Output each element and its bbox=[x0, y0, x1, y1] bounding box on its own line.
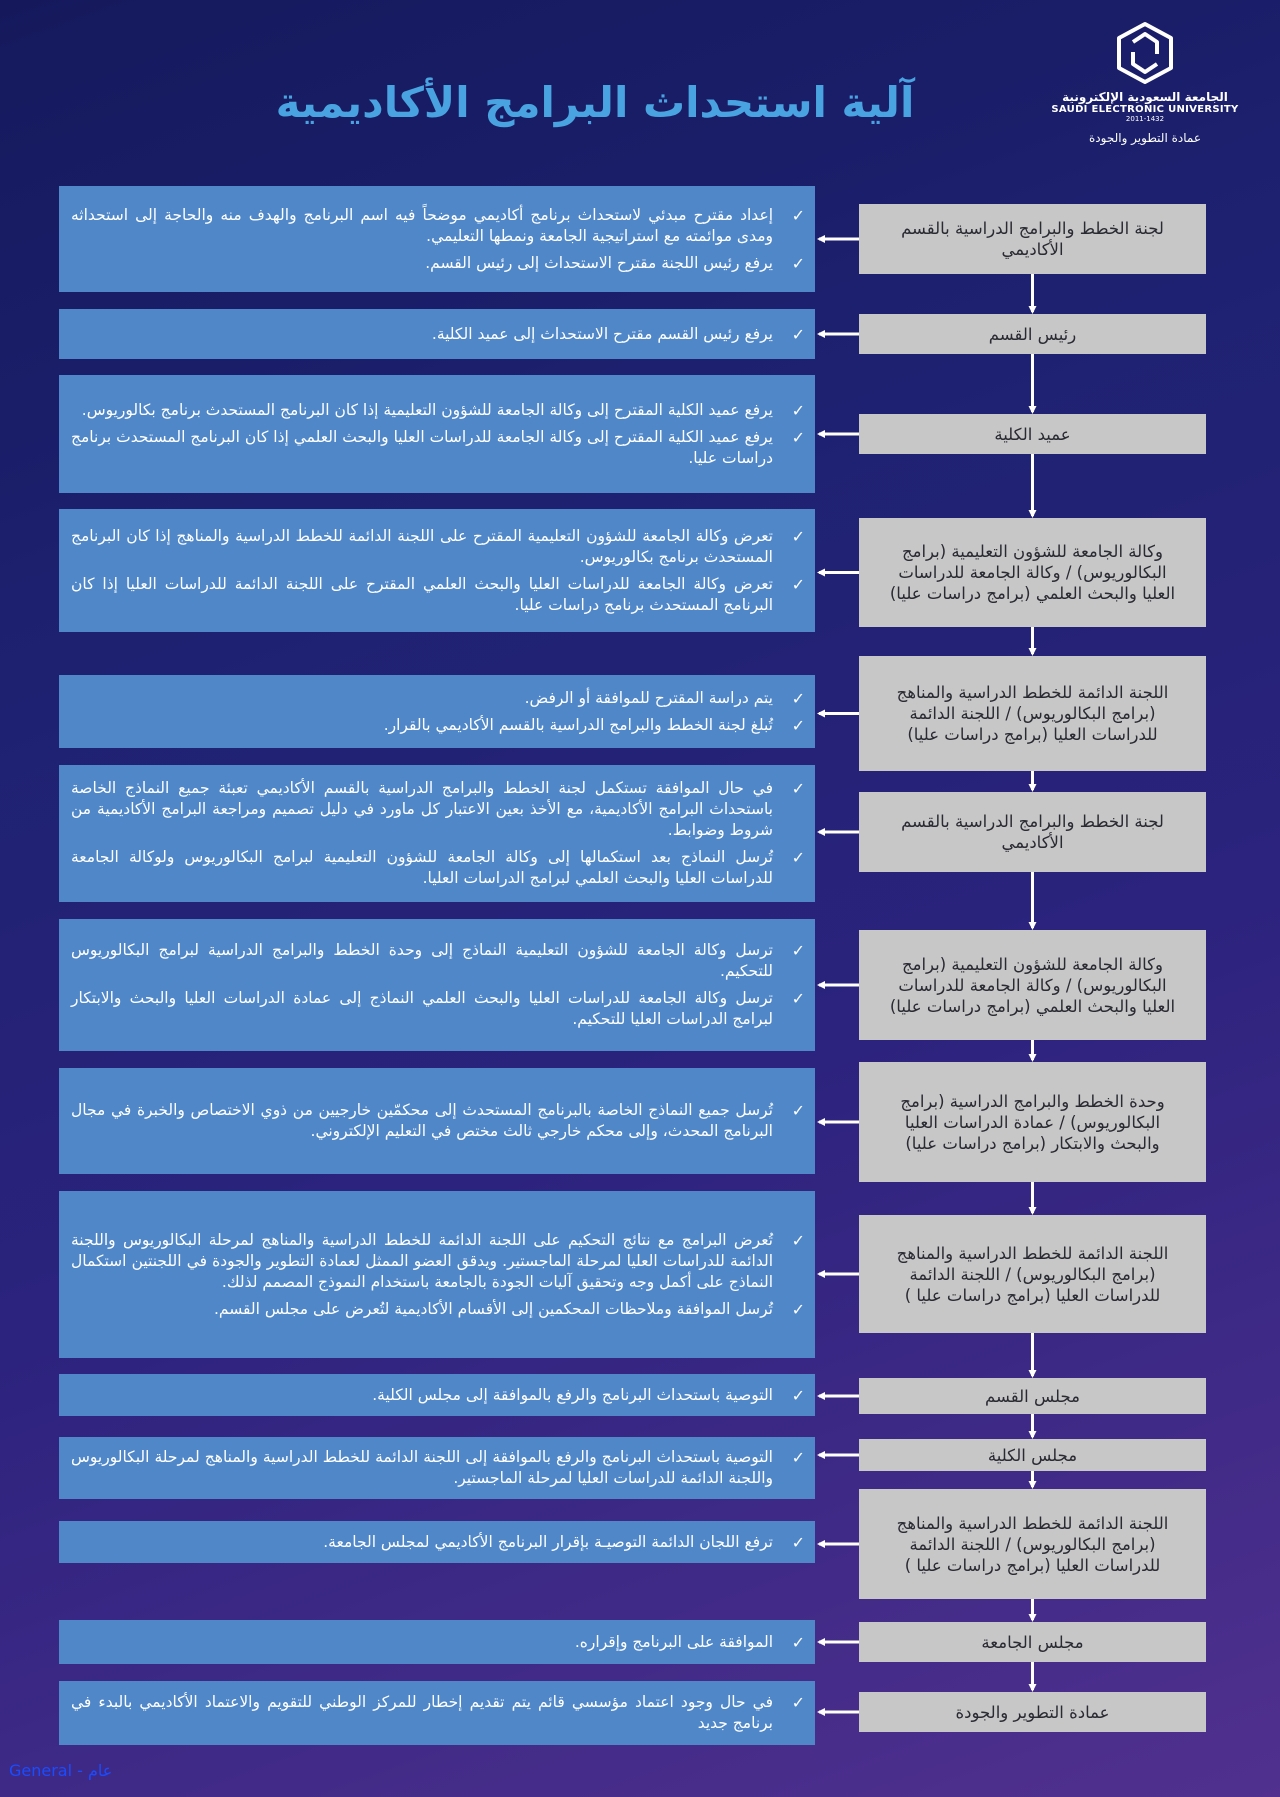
step-6-entity: لجنة الخطط والبرامج الدراسية بالقسم الأكاديمي bbox=[859, 792, 1206, 872]
check-icon: ✓ bbox=[791, 1448, 805, 1467]
step-3-actions bbox=[59, 375, 815, 493]
step-1-action-2: ✓ يرفع رئيس اللجنة مقترح الاستحداث إلى رئيس القسم. bbox=[425, 253, 805, 273]
step-5-entity: اللجنة الدائمة للخطط الدراسية والمناهج (برامج البكالوريوس) / اللجنة الدائمة للدراسات العليا (برامج دراسات عليا) bbox=[859, 656, 1206, 771]
step-5-action-1: ✓ يتم دراسة المقترح للموافقة أو الرفض. bbox=[524, 688, 805, 708]
check-icon: ✓ bbox=[791, 427, 805, 447]
check-icon: ✓ bbox=[791, 989, 805, 1008]
step-14-entity: عمادة التطوير والجودة bbox=[859, 1692, 1206, 1732]
step-9-action-2: ✓ تُرسل الموافقة وملاحظات المحكمين إلى الأقسام الأكاديمية لتُعرض على مجلس القسم. bbox=[213, 1299, 805, 1319]
step-2-entity: رئيس القسم bbox=[859, 314, 1206, 354]
step-7-entity: وكالة الجامعة للشؤون التعليمية (برامج البكالوريوس) / وكالة الجامعة للدراسات العليا والبحث العلمي (برامج دراسات عليا) bbox=[859, 930, 1206, 1040]
step-12-actions bbox=[59, 1521, 815, 1563]
check-icon: ✓ bbox=[791, 715, 805, 735]
step-2-actions bbox=[59, 309, 815, 359]
step-7-action-1: ✓ ترسل وكالة الجامعة للشؤون التعليمية النماذج إلى وحدة الخطط والبرامج الدراسية لبرامج البكالوريوس للتحكيم. bbox=[71, 941, 805, 980]
step-11-actions bbox=[59, 1437, 815, 1499]
step-13-action-1: ✓ الموافقة على البرنامج وإقراره. bbox=[574, 1632, 805, 1652]
check-icon: ✓ bbox=[791, 1532, 805, 1552]
check-icon: ✓ bbox=[791, 1693, 805, 1712]
step-10-action-1: ✓ التوصية باستحداث البرنامج والرفع بالموافقة إلى مجلس الكلية. bbox=[372, 1385, 805, 1405]
check-icon: ✓ bbox=[791, 779, 805, 798]
step-2-action-1: ✓ يرفع رئيس القسم مقترح الاستحداث إلى عميد الكلية. bbox=[431, 324, 805, 344]
step-8-action-1: ✓ تُرسل جميع النماذج الخاصة بالبرنامج المستحدث إلى محكمّين خارجيين من ذوي الاختصاص والخبرة في مجال البرنامج المحدث، وإلى محكم خارجي ثالث مختص في التعليم الإلكتروني. bbox=[71, 1101, 805, 1140]
step-5-actions bbox=[59, 675, 815, 748]
step-3-action-1: ✓ يرفع عميد الكلية المقترح إلى وكالة الجامعة للشؤون التعليمية إذا كان البرنامج المستحدث برنامج بكالوريوس. bbox=[81, 400, 805, 420]
step-1-action-1: ✓ إعداد مقترح مبدئي لاستحداث برنامج أكاديمي موضحاً فيه اسم البرنامج والهدف منه والحاجة إلى استحداثه ومدى موائمته مع استراتيجية الجامعة ونمطها التعليمي. bbox=[71, 205, 805, 245]
step-11-entity: مجلس الكلية bbox=[859, 1439, 1206, 1471]
step-4-action-1: ✓ تعرض وكالة الجامعة للشؤون التعليمية المقترح على اللجنة الدائمة للخطط الدراسية والمناهج إذا كان البرنامج المستحدث برنامج بكالوريوس. bbox=[71, 526, 805, 566]
check-icon: ✓ bbox=[791, 1230, 805, 1250]
step-12-entity: اللجنة الدائمة للخطط الدراسية والمناهج (برامج البكالوريوس) / اللجنة الدائمة للدراسات العليا (برامج دراسات عليا ) bbox=[859, 1489, 1206, 1599]
department-name: عمادة التطوير والجودة bbox=[1089, 131, 1201, 145]
step-13-entity: مجلس الجامعة bbox=[859, 1622, 1206, 1662]
check-icon: ✓ bbox=[791, 941, 805, 960]
step-5-action-2: ✓ تُبلغ لجنة الخطط والبرامج الدراسية بالقسم الأكاديمي بالقرار. bbox=[383, 715, 805, 735]
step-14-action-1: ✓ في حال وجود اعتماد مؤسسي قائم يتم تقديم إخطار للمركز الوطني للتقويم والاعتماد الأكاديمي بالبدء في برنامج جديد bbox=[71, 1693, 805, 1732]
step-3-entity: عميد الكلية bbox=[859, 414, 1206, 454]
step-12-action-1: ✓ ترفع اللجان الدائمة التوصيـة بإقرار البرنامج الأكاديمي لمجلس الجامعة. bbox=[323, 1532, 805, 1552]
step-4-action-2: ✓ تعرض وكالة الجامعة للدراسات العليا والبحث العلمي المقترح على اللجنة الدائمة للدراسات العليا إذا كان البرنامج المستحدث برنامج دراسات عليا. bbox=[71, 574, 805, 614]
step-4-entity: وكالة الجامعة للشؤون التعليمية (برامج البكالوريوس) / وكالة الجامعة للدراسات العليا والبحث العلمي (برامج دراسات عليا) bbox=[859, 518, 1206, 627]
check-icon: ✓ bbox=[791, 848, 805, 867]
step-11-action-1: ✓ التوصية باستحداث البرنامج والرفع بالموافقة إلى اللجنة الدائمة للخطط الدراسية والمناهج لمرحلة البكالوريوس واللجنة الدائمة للدراسات العليا لمرحلة الماجستير. bbox=[71, 1448, 805, 1487]
step-1-entity: لجنة الخطط والبرامج الدراسية بالقسم الأكاديمي bbox=[859, 204, 1206, 274]
step-3-action-2: ✓ يرفع عميد الكلية المقترح إلى وكالة الجامعة للدراسات العليا والبحث العلمي إذا كان البرنامج المستحدث برنامج دراسات عليا. bbox=[71, 427, 805, 467]
step-6-action-1: ✓ في حال الموافقة تستكمل لجنة الخطط والبرامج الدراسية بالقسم الأكاديمي تعبئة جميع النماذج الخاصة باستحداث البرامج الأكاديمية، مع الأخذ بعين الاعتبار كل ماورد في دليل تصميم ومراجعة البرامج الأكاديمية من شروط وضوابط. bbox=[71, 779, 805, 839]
check-icon: ✓ bbox=[791, 1632, 805, 1652]
check-icon: ✓ bbox=[791, 1385, 805, 1405]
step-9-actions bbox=[59, 1191, 815, 1358]
logo-arabic-name: الجامعة السعودية الإلكترونية bbox=[1062, 90, 1228, 104]
step-8-entity: وحدة الخطط والبرامج الدراسية (برامج البكالوريوس) / عمادة الدراسات العليا والبحث والابتكار (برامج دراسات عليا) bbox=[859, 1062, 1206, 1182]
step-10-entity: مجلس القسم bbox=[859, 1378, 1206, 1414]
university-logo bbox=[1050, 20, 1240, 145]
step-9-entity: اللجنة الدائمة للخطط الدراسية والمناهج (برامج البكالوريوس) / اللجنة الدائمة للدراسات العليا (برامج دراسات عليا ) bbox=[859, 1215, 1206, 1333]
check-icon: ✓ bbox=[791, 574, 805, 594]
step-13-actions bbox=[59, 1620, 815, 1664]
step-6-actions bbox=[59, 765, 815, 902]
check-icon: ✓ bbox=[791, 1101, 805, 1120]
check-icon: ✓ bbox=[791, 205, 805, 225]
step-10-actions bbox=[59, 1374, 815, 1416]
step-9-action-1: ✓ تُعرض البرامج مع نتائج التحكيم على اللجنة الدائمة للخطط الدراسية والمناهج لمرحلة البكالوريوس واللجنة الدائمة للدراسات العليا لمرحلة الماجستير. ويدقق العضو الممثل لعمادة التطوير والجودة في اللجنتين استكمال النماذج على أكمل وجه وتحقيق آليات الجودة بالجامعة باستخدام النموذج المصمم لذلك. bbox=[71, 1230, 805, 1291]
check-icon: ✓ bbox=[791, 688, 805, 708]
check-icon: ✓ bbox=[791, 253, 805, 273]
step-1-actions bbox=[59, 186, 815, 292]
check-icon: ✓ bbox=[791, 1299, 805, 1319]
step-6-action-2: ✓ تُرسل النماذج بعد استكمالها إلى وكالة الجامعة للشؤون التعليمية لبرامج البكالوريوس ولوكالة الجامعة للدراسات العليا والبحث العلمي لبرامج الدراسات العليا. bbox=[71, 848, 805, 887]
step-4-actions bbox=[59, 509, 815, 632]
step-7-action-2: ✓ ترسل وكالة الجامعة للدراسات العليا والبحث العلمي النماذج إلى عمادة الدراسات العليا والبحث والابتكار لبرامج الدراسات العليا للتحكيم. bbox=[71, 989, 805, 1028]
check-icon: ✓ bbox=[791, 526, 805, 546]
step-7-actions bbox=[59, 919, 815, 1051]
logo-emblem-icon bbox=[1109, 20, 1181, 86]
logo-english-name: SAUDI ELECTRONIC UNIVERSITY bbox=[1051, 104, 1239, 115]
logo-year: 2011-1432 bbox=[1125, 115, 1165, 123]
step-14-actions bbox=[59, 1681, 815, 1745]
check-icon: ✓ bbox=[791, 324, 805, 344]
page-title: آلية استحداث البرامج الأكاديمية bbox=[275, 78, 915, 127]
step-8-actions bbox=[59, 1068, 815, 1174]
classification-footer: General - عام bbox=[9, 1761, 113, 1780]
check-icon: ✓ bbox=[791, 400, 805, 420]
